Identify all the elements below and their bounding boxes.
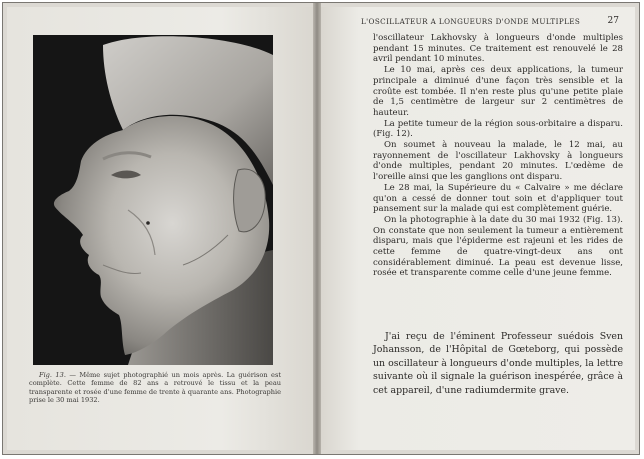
book-spread: [2, 2, 640, 455]
left-page: [7, 7, 313, 450]
paragraph: On la photographie à la date du 30 mai 1932 (Fig. 13). On constate que non seulement la tumeur a entièrement disparu, mais que l'épiderme est rajeuni et les rides de cette femme de quatre-vingt-deux ans ont considérablement diminué. La peau est devenue lisse, rosée et transparente comme celle d'une jeune femme.: [373, 214, 623, 279]
book-gutter: [313, 3, 321, 454]
right-page: [321, 7, 635, 450]
paragraph: La petite tumeur de la région sous-orbitaire a disparu. (Fig. 12).: [373, 118, 623, 140]
portrait-image: [33, 35, 273, 365]
body-text: [373, 33, 623, 279]
paragraph: On soumet à nouveau la malade, le 12 mai, au rayonnement de l'oscillateur Lakhovsky à longueurs d'onde multiples, pendant 20 minutes. L'œdème de l'oreille ainsi que les ganglions ont disparu.: [373, 140, 623, 183]
closing-paragraph: J'ai reçu de l'éminent Professeur suédois Sven Johansson, de l'Hôpital de Gœteborg, qui possède un oscillateur à longueurs d'onde multiples, la lettre suivante où il signale la guérison inespérée, grâce à cet appareil, d'une radiumdermite grave.: [373, 331, 623, 396]
paragraph: Le 28 mai, la Supérieure du « Calvaire » me déclare qu'on a cessé de donner tout soin et d'appliquer tout pansement sur la malade qui est complètement guérie.: [373, 182, 623, 215]
running-head-title: L'OSCILLATEUR A LONGUEURS D'ONDE MULTIPLES: [361, 17, 581, 26]
figure-label: Fig. 13.: [39, 371, 66, 379]
page-number: 27: [607, 16, 619, 26]
portrait-photograph: [33, 35, 273, 365]
paragraph: l'oscillateur Lakhovsky à longueurs d'onde multiples pendant 15 minutes. Ce traitement est renouvelé le 28 avril pendant 10 minutes.: [373, 33, 623, 65]
paragraph: Le 10 mai, après ces deux applications, la tumeur principale a diminué d'une façon très sensible et la croûte est tombée. Il n'en reste plus qu'une petite plaie de 1,5 centimètre de largeur sur 2 centimètres de hauteur.: [373, 65, 623, 118]
figure-caption: [29, 371, 281, 405]
running-head: [361, 17, 619, 26]
caption-text: — Même sujet photographié un mois après. La guérison est complète. Cette femme de 82 ans a retrouvé le tissu et la peau transparente et rosée d'une femme de trente à quarante ans. Photographie prise le 30 mai 1932.: [29, 371, 281, 405]
